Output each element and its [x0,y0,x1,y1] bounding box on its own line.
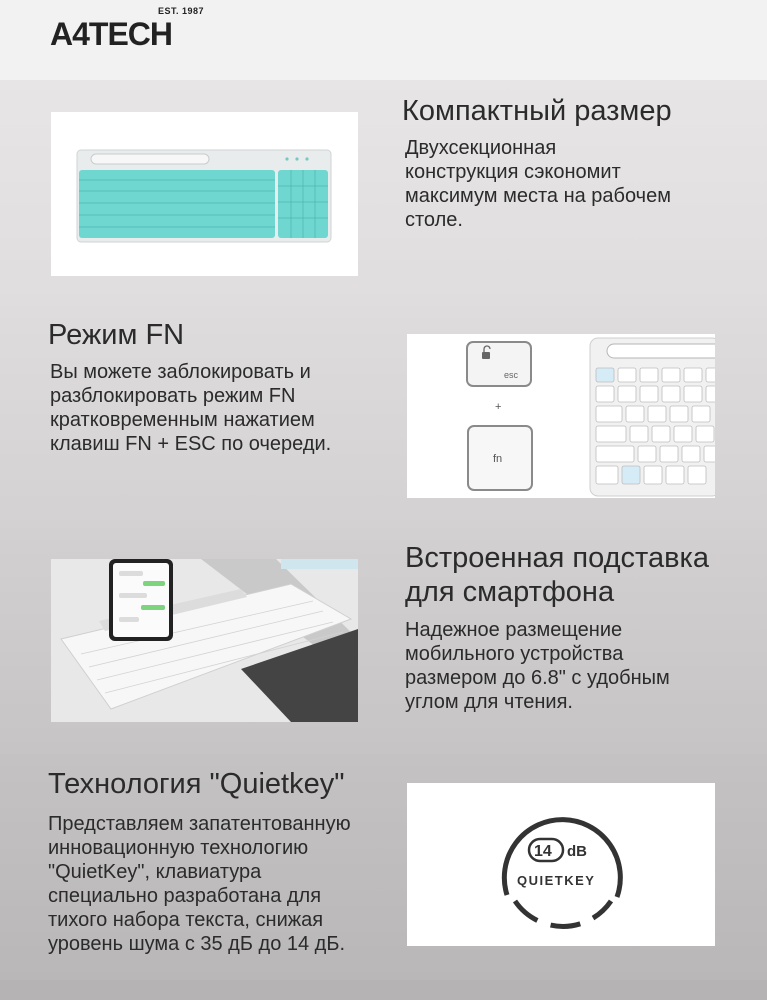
quietkey-badge-image [407,783,715,946]
section-phone-stand [0,528,767,754]
desc-line: конструкция сэкономит [405,161,621,183]
section-desc-stand [405,618,670,714]
section-quietkey [0,754,767,980]
noise-level-value: 14 [534,843,552,860]
desc-line: клавиш FN + ESC по очереди. [50,433,332,455]
page-header [0,0,767,80]
keyboard-with-phone-image [51,559,358,722]
desc-line: инновационную технологию [48,837,309,859]
desc-line: специально разработана для [48,885,322,907]
desc-line: кратковременным нажатием [50,409,315,431]
section-fn-mode [0,306,767,528]
desc-line: максимум места на рабочем [405,185,671,207]
desc-line: размером до 6.8" с удобным [405,667,670,689]
section-desc-quietkey [48,812,351,956]
desc-line: Представляем запатентованную [48,813,351,835]
fn-keys-image [407,334,715,498]
plus-sign: + [495,401,502,413]
fn-key-label: fn [493,453,503,465]
section-compact-size [0,80,767,306]
keyboard-teal-image [51,112,358,276]
brand-est: EST. 1987 [158,6,205,16]
smartphone [109,559,173,641]
section-title-stand [405,541,709,609]
desc-line: разблокировать режим FN [50,385,296,407]
desc-line: тихого набора текста, снижая [48,909,324,931]
brand-logo [50,6,215,52]
desc-line: Вы можете заблокировать и [50,361,311,383]
desc-line: Двухсекционная [405,137,557,159]
desc-line: "QuietKey", клавиатура [48,861,262,883]
section-title-fn: Режим FN [48,319,185,351]
title-line: Встроенная подставка [405,542,709,574]
section-desc-compact [405,136,671,232]
esc-key-label: esc [504,370,519,380]
desc-line: углом для чтения. [405,691,573,713]
desc-line: мобильного устройства [405,643,624,665]
section-title-compact: Компактный размер [402,95,672,127]
desc-line: столе. [405,209,463,231]
desc-line: уровень шума с 35 дБ до 14 дБ. [48,933,346,955]
footer-strip [0,980,767,1000]
desc-line: Надежное размещение [405,619,623,641]
section-desc-fn [50,360,331,456]
section-title-quietkey: Технология "Quietkey" [48,768,345,800]
brand-logo-text: A4TECH [50,16,173,52]
quietkey-wordmark: QUIETKEY [517,873,596,888]
noise-level-unit: dB [567,843,587,860]
title-line: для смартфона [405,576,615,608]
